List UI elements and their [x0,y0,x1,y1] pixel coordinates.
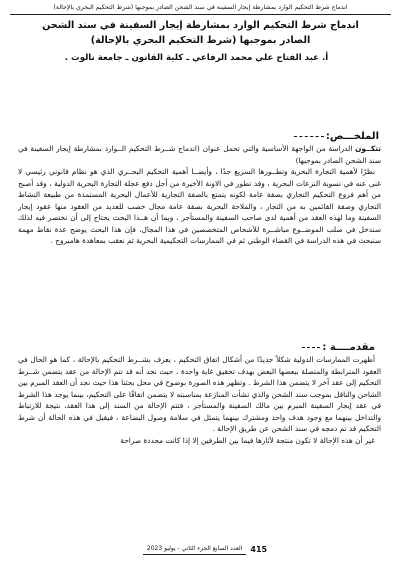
running-header: اندماج شرط التحكيم الوارد بمشارطة إيجار السفينة في سند الشحن الصادر بموجبها (شرط التحكيم البحري بالإحالة) [10,4,391,15]
author-line: أ. عبد الفتاح علي محمد الرفاعي ـ كلية القانون ـ جامعة نالوت . [64,53,329,63]
introduction-paragraph-1: أظهرت الممارسات الدولية شكلاً جديدًا من أشكال اتفاق التحكيم ، يعرف بشــرط التحكيم بالإحالة ، كما هو الحال في العقود المترابطة والمتصلة ببعضها البعض بهدف تحقيق غاية واحدة ، حيث نجد أنه قد تتم الإحالة من عقد يتضمن شــرط التحكيم إلى عقد آخر لا يتضمن هذا الشرط . وتظهر هذه الصورة بوضوح في محل بحثنا هذا حيث نجد أن العقد المبرم بين الشاحن والناقل بموجب سند الشحن والذي نشأت المنازعة بمناسبته لا يتضمن اتفاقًا على التحكيم، بينما يوجد هذا الشرط في عقد إيجار السفينة المبرم بين مالك السفينة والمستأجر ، فتتم الإحالة من السند إلى هذا العقد، نتيجة للارتباط والتداخل بينهما مع وجود هدف واحد ومشترك بينهما يتمثل في سلامة وصول البضاعة ، فيقبل في هذه الحالة أن شرط التحكيم قد تم دمجه في سند الشحن عن طريق الإحالة . [18,355,381,434]
introduction-body [18,354,381,446]
introduction-heading-label: مقدمــــة : [322,342,375,353]
abstract-lead-word: تتكــون [355,144,381,153]
introduction-heading [302,341,375,354]
article-title-line-1: اندماج شرط التحكيم الوارد بمشارطة إيجار السفينة في سند الشحن [42,20,359,31]
issue-info: العدد السابع الجزء الثاني - يوليو 2023 [143,544,246,555]
introduction-heading-rule [302,347,320,348]
article-title-line-2: الصادر بموجبها (شرط التحكيم البحري بالإحالة) [90,35,311,46]
abstract-paragraph-1 [18,143,381,166]
abstract-paragraph-2: نظرًا لأهمية التجارة البحرية وتطــورها السريع جدًا ، وأيضــا أهمية التحكيم البحــري الذي هو نظام قانوني رئيسي لا غنى عنه في تسوية النزعات البحرية ، وقد تطور في الاونة الأخيرة من أجل دفع عجلة التجارة البحرية الدولية ، وقد أصبح من أهم فروع التحكيم التجاري بصفة عامة لكونه يتمتع بالصفة التجارية للأعمال البحرية المستمدة من طبيعة النشاط التجاري وصفة القائمين به من التجار ، والملاحة البحرية بصفة عامة مجال خصب للعديد من العقود منها عقود إيجار السفينة وما لهذه العقد من أهمية لدى صاحب السفينة والمستأجر ، وبما أن هــذا البحث يحتاج إلى أن نختصر فيه لذلك سندخل في صلب الموضــوع مباشــرة للأشخاص المتخصصين في هذا المجال، فإن هذا البحث يوضح عدة نقاط مهمة سنبحث في هذه الدراسة في القضاء الوطني ثم في الممارسات التحكيمية البحرية ثم نعقب بمعاهدة هامبروج . [18,167,381,246]
abstract-heading-rule [294,136,324,137]
article-title [14,18,387,48]
abstract-heading-label: الملخـــص: [325,131,379,142]
abstract-heading [294,130,379,143]
introduction-paragraph-2: غير أن هذه الإحالة لا تكون منتجة لآثارها فيما بين الطرفين إلا إذا كانت محددة صراحة [120,435,375,445]
abstract-paragraph-1-text: الدراسة من الواجهة الأساسية والتي تحمل عنوان (اندماج شــرط التحكيم الــوارد بمشارطة إيجار السفينة في سند الشحن الصادر بموجبها) [18,144,381,165]
page-footer [120,544,290,555]
page-number: 415 [250,544,268,554]
abstract-body [18,143,381,247]
